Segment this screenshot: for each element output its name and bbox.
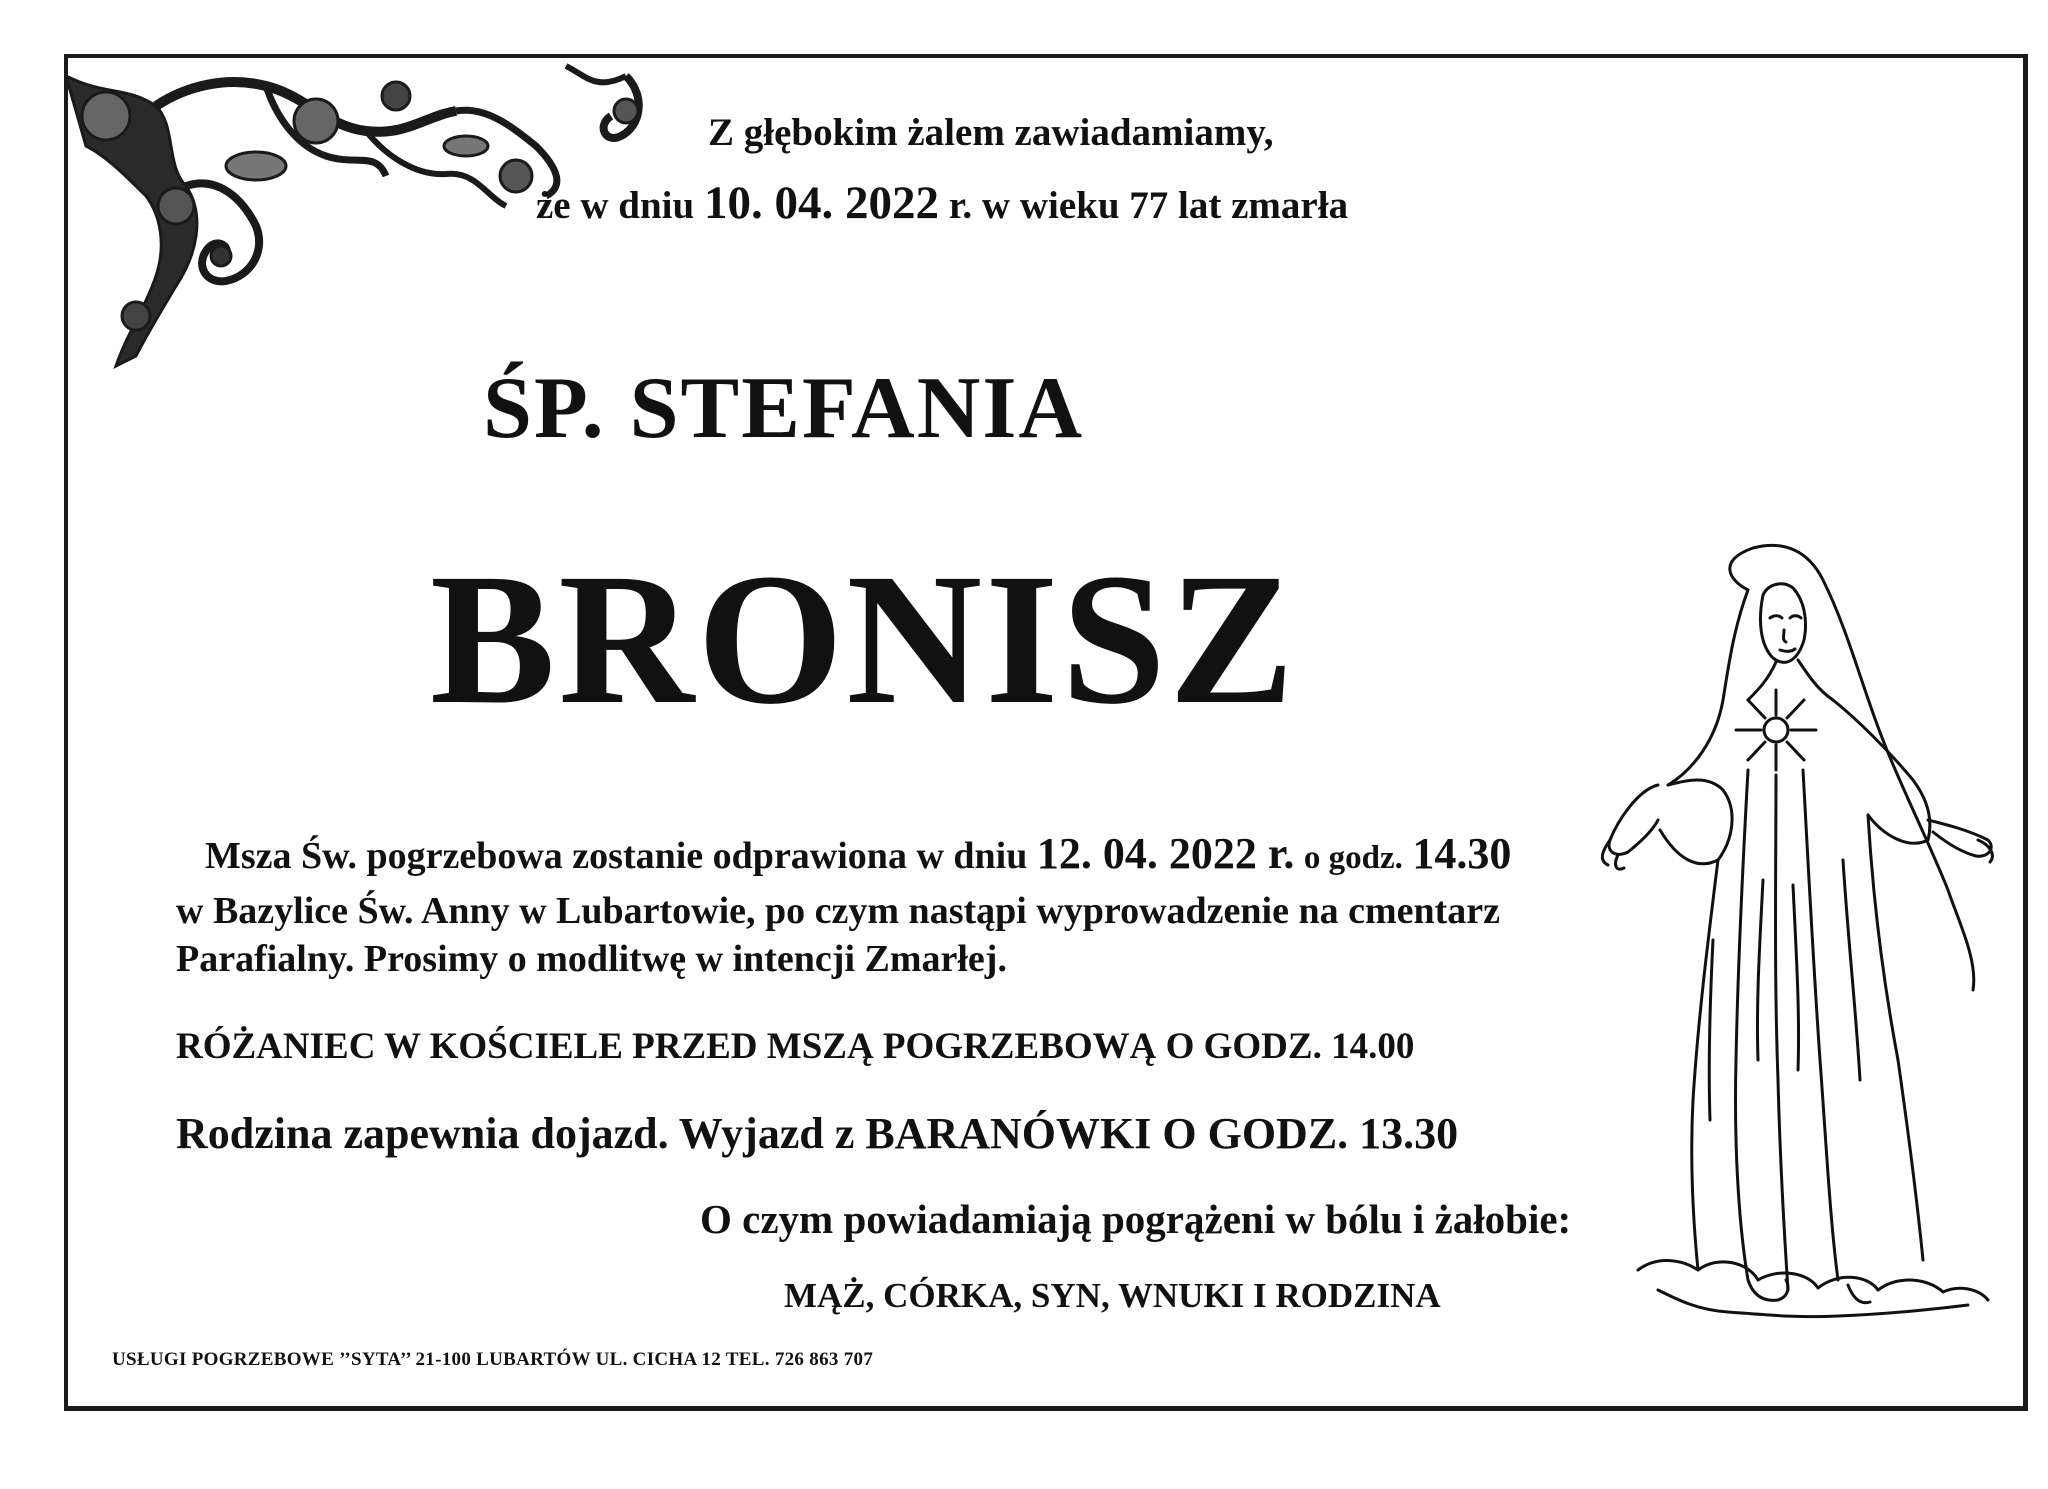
closing-line: O czym powiadamiają pogrążeni w bólu i żałobie:	[700, 1196, 1572, 1242]
intro-line-2	[536, 177, 1349, 229]
intro-line-1: Z głębokim żalem zawiadamiamy,	[708, 111, 1274, 154]
intro-suffix: 77 lat zmarła	[1129, 184, 1349, 227]
funeral-line-1	[205, 829, 1512, 878]
transport-notice: Rodzina zapewnia dojazd. Wyjazd z BARANÓWKI O GODZ. 13.30	[176, 1109, 1459, 1158]
deceased-surname: BRONISZ	[430, 534, 1298, 743]
intro-middle: r. w wieku	[948, 184, 1120, 227]
mourners-list: MĄŻ, CÓRKA, SYN, WNUKI I RODZINA	[784, 1276, 1441, 1315]
funeral-line-2: w Bazylice Św. Anny w Lubartowie, po czym nastąpi wyprowadzenie na cmentarz	[176, 890, 1500, 932]
funeral-time: 14.30	[1412, 829, 1512, 878]
madonna-illustration-icon	[1598, 540, 1998, 1340]
funeral-hour-label: o godz.	[1303, 840, 1403, 876]
funeral-line-1-prefix: Msza Św. pogrzebowa zostanie odprawiona w dniu	[205, 835, 1028, 877]
funeral-home-footer: USŁUGI POGRZEBOWE ’’SYTA’’ 21-100 LUBARTÓW UL. CICHA 12 TEL. 726 863 707	[112, 1349, 874, 1370]
deceased-title-name: ŚP. STEFANIA	[483, 360, 1085, 457]
rosary-notice: RÓŻANIEC W KOŚCIELE PRZED MSZĄ POGRZEBOWĄ O GODZ. 14.00	[176, 1026, 1415, 1067]
death-date: 10. 04. 2022	[703, 177, 939, 229]
intro-prefix: że w dniu	[536, 184, 695, 227]
funeral-line-3: Parafialny. Prosimy o modlitwę w intencji Zmarłej.	[176, 938, 1007, 980]
funeral-date: 12. 04. 2022 r.	[1036, 829, 1295, 878]
